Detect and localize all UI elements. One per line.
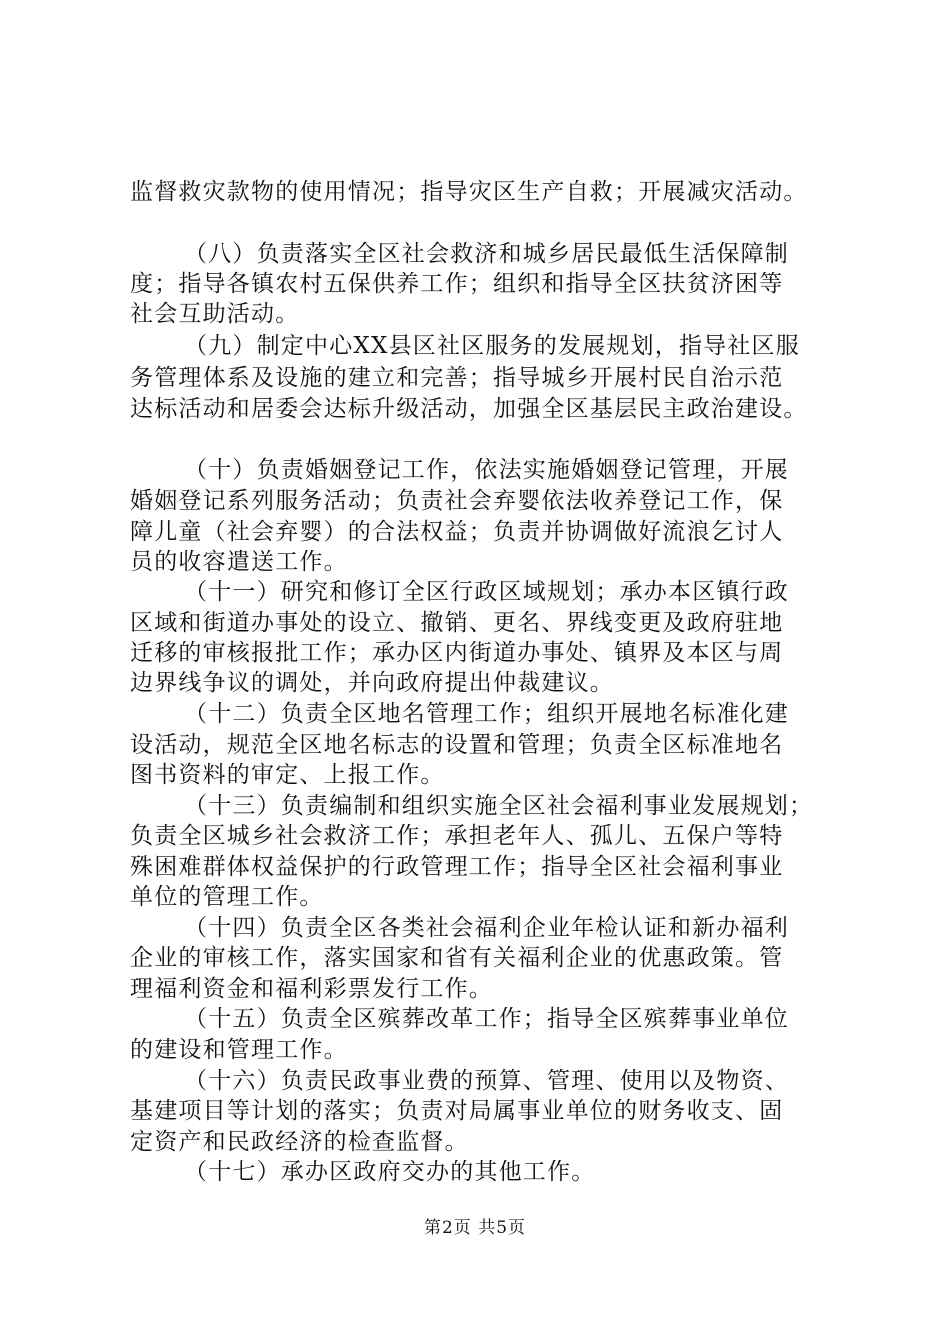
text-line: 单位的管理工作。 <box>130 884 324 910</box>
text-line: 度；指导各镇农村五保供养工作；组织和指导全区扶贫济困等 <box>130 271 784 297</box>
paragraph-10-line: （十）负责婚姻登记工作，依法实施婚姻登记管理，开展 <box>184 457 789 483</box>
text-line: 监督救灾款物的使用情况；指导灾区生产自救；开展减灾活动。 <box>130 179 808 205</box>
text-line: 图书资料的审定、上报工作。 <box>130 762 445 788</box>
text-line: 的建设和管理工作。 <box>130 1037 348 1063</box>
text-line: 达标活动和居委会达标升级活动，加强全区基层民主政治建设。 <box>130 396 808 422</box>
text-line: 务管理体系及设施的建立和完善；指导城乡开展村民自治示范 <box>130 365 784 391</box>
text-line: 定资产和民政经济的检查监督。 <box>130 1129 469 1155</box>
paragraph-14-line: （十四）负责全区各类社会福利企业年检认证和新办福利 <box>184 915 789 941</box>
page-number-footer: 第2页 共5页 <box>423 1218 527 1238</box>
text-line: 婚姻登记系列服务活动；负责社会弃婴依法收养登记工作，保 <box>130 488 784 514</box>
text-line: 基建项目等计划的落实；负责对局属事业单位的财务收支、固 <box>130 1098 784 1124</box>
text-line: 企业的审核工作，落实国家和省有关福利企业的优惠政策。管 <box>130 945 784 971</box>
paragraph-16-line: （十六）负责民政事业费的预算、管理、使用以及物资、 <box>184 1068 789 1094</box>
paragraph-17-line: （十七）承办区政府交办的其他工作。 <box>184 1159 596 1185</box>
text-line: 理福利资金和福利彩票发行工作。 <box>130 976 493 1002</box>
paragraph-12-line: （十二）负责全区地名管理工作；组织开展地名标准化建 <box>184 701 789 727</box>
text-line: 区域和街道办事处的设立、撤销、更名、界线变更及政府驻地 <box>130 610 784 636</box>
paragraph-9-line: （九）制定中心XX县区社区服务的发展规划，指导社区服 <box>184 333 800 359</box>
text-line: 员的收容遣送工作。 <box>130 549 348 575</box>
text-line: 障儿童（社会弃婴）的合法权益；负责并协调做好流浪乞讨人 <box>130 519 784 545</box>
text-line: 边界线争议的调处，并向政府提出仲裁建议。 <box>130 670 614 696</box>
paragraph-15-line: （十五）负责全区殡葬改革工作；指导全区殡葬事业单位 <box>184 1006 789 1032</box>
text-line: 设活动，规范全区地名标志的设置和管理；负责全区标准地名 <box>130 732 784 758</box>
text-line: 负责全区城乡社会救济工作；承担老年人、孤儿、五保户等特 <box>130 823 784 849</box>
text-line: 殊困难群体权益保护的行政管理工作；指导全区社会福利事业 <box>130 854 784 880</box>
text-line: 社会互助活动。 <box>130 301 300 327</box>
paragraph-11-line: （十一）研究和修订全区行政区域规划；承办本区镇行政 <box>184 579 789 605</box>
paragraph-13-line: （十三）负责编制和组织实施全区社会福利事业发展规划； <box>184 793 814 819</box>
paragraph-8-line: （八）负责落实全区社会救济和城乡居民最低生活保障制 <box>184 241 789 267</box>
text-line: 迁移的审核报批工作；承办区内街道办事处、镇界及本区与周 <box>130 640 784 666</box>
